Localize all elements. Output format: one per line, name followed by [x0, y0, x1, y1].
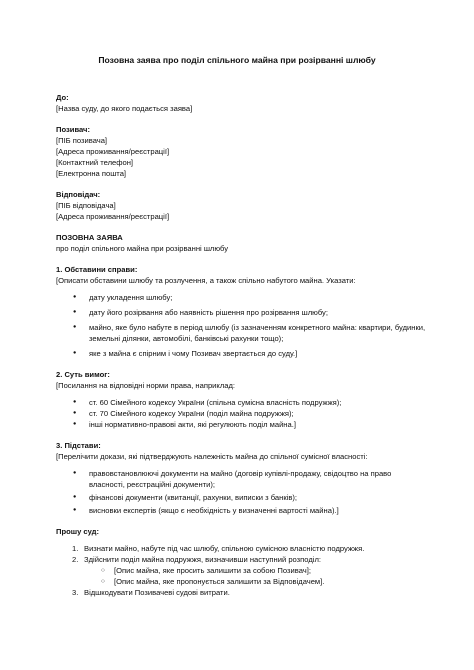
list-item: ● інші нормативно-правові акти, які регулюють поділ майна.]	[56, 419, 426, 430]
plaintiff-phone: [Контактний телефон]	[56, 158, 134, 167]
list-item: ● ст. 70 Сімейного кодексу України (поділ майна подружжя);	[56, 408, 426, 419]
list-item	[56, 554, 426, 587]
item-text: Визнати майно, набуте під час шлюбу, спільною сумісною власністю подружжя.	[84, 544, 365, 553]
defendant-heading: Відповідач:	[56, 190, 101, 199]
sublist-item: ○ [Опис майна, яке пропонується залишити за Відповідачем].	[84, 576, 426, 587]
item-text: Відшкодувати Позивачеві судові витрати.	[84, 588, 230, 597]
defendant-name: [ПІБ відповідача]	[56, 201, 116, 210]
list-item: ● яке з майна є спірним і чому Позивач звертається до суду.]	[56, 348, 426, 359]
sublist-item: ○ [Опис майна, яке просить залишити за собою Позивач];	[84, 565, 426, 576]
plaintiff-heading: Позивач:	[56, 125, 90, 134]
section-2-heading: 2. Суть вимог:	[56, 370, 110, 379]
defendant-address: [Адреса проживання/реєстрації]	[56, 212, 170, 221]
to-heading: До:	[56, 93, 69, 102]
section-3-intro: [Перелічити докази, які підтверджують належність майна до спільної сумісної власності:	[56, 452, 368, 461]
list-item: ● висновки експертів (якщо є необхідність у визначенні вартості майна).]	[56, 505, 426, 516]
section-3-list	[56, 468, 426, 516]
document-title: Позовна заява про поділ спільного майна при розірванні шлюбу	[98, 55, 376, 65]
section-1-heading: 1. Обставини справи:	[56, 265, 138, 274]
section-2-list	[56, 397, 426, 430]
list-item: ● фінансові документи (квитанції, рахунки, виписки з банків);	[56, 492, 426, 503]
list-item	[56, 587, 426, 598]
list-item: ● майно, яке було набуте в період шлюбу (із зазначенням конкретного майна: квартири, будинки, земельні ділянки, автомобілі, банківські рахунки тощо);	[56, 322, 426, 344]
request-list	[56, 543, 426, 598]
list-item: ● дату його розірвання або наявність рішення про розірвання шлюбу;	[56, 307, 426, 318]
item-number: 2.	[72, 555, 79, 564]
item-text: Здійснити поділ майна подружжя, визначивши наступний розподіл:	[84, 555, 321, 564]
section-2-intro: [Посилання на відповідні норми права, наприклад:	[56, 381, 236, 390]
list-item: ● правовстановлюючі документи на майно (договір купівлі-продажу, свідоцтво на право власності, реєстраційні документи);	[56, 468, 426, 490]
claim-subtitle: про поділ спільного майна при розірванні шлюбу	[56, 244, 229, 253]
plaintiff-name: [ПІБ позивача]	[56, 136, 108, 145]
request-heading: Прошу суд:	[56, 527, 100, 536]
plaintiff-address: [Адреса проживання/реєстрації]	[56, 147, 170, 156]
section-1-intro: [Описати обставини шлюбу та розлучення, а також спільно набутого майна. Указати:	[56, 276, 356, 285]
distribution-sublist	[84, 565, 426, 587]
item-number: 1.	[72, 544, 79, 553]
item-number: 3.	[72, 588, 79, 597]
list-item	[56, 543, 426, 554]
court-name-placeholder: [Назва суду, до якого подається заява]	[56, 104, 193, 113]
claim-heading: ПОЗОВНА ЗАЯВА	[56, 233, 123, 242]
document-body	[56, 92, 426, 598]
list-item: ● ст. 60 Сімейного кодексу України (спільна сумісна власність подружжя);	[56, 397, 426, 408]
section-3-heading: 3. Підстави:	[56, 441, 101, 450]
plaintiff-email: [Електронна пошта]	[56, 169, 127, 178]
section-1-list	[56, 292, 426, 359]
list-item: ● дату укладення шлюбу;	[56, 292, 426, 303]
